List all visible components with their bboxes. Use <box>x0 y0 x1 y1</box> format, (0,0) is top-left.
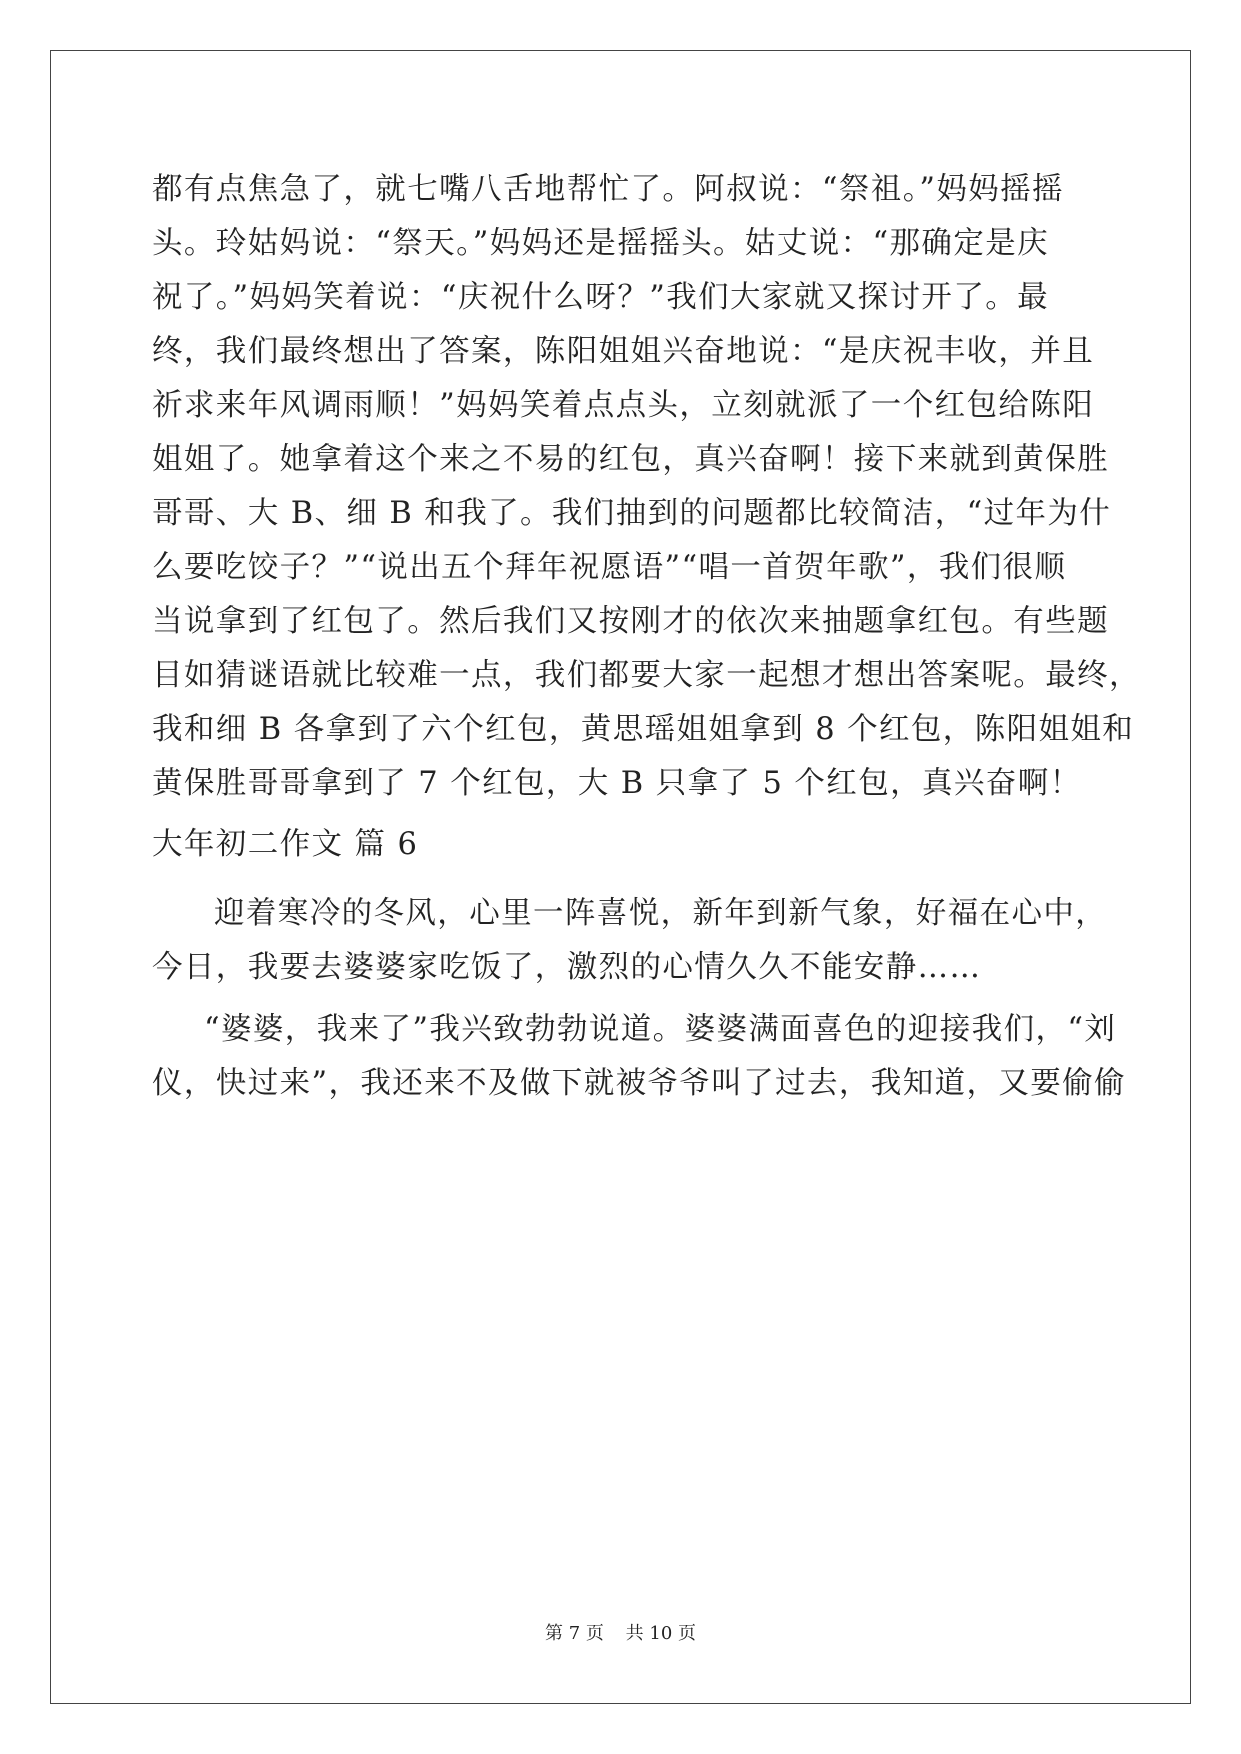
text-line: 仪，快过来”，我还来不及做下就被爷爷叫了过去，我知道，又要偷偷 <box>152 1066 1126 1101</box>
text-line: 黄保胜哥哥拿到了 7 个红包，大 B 只拿了 5 个红包，真兴奋啊！ <box>152 766 1082 801</box>
text-line: 终，我们最终想出了答案，陈阳姐姐兴奋地说：“是庆祝丰收，并且 <box>152 334 1095 369</box>
text-line: 头。玲姑妈说：“祭天。”妈妈还是摇摇头。姑丈说：“那确定是庆 <box>152 226 1050 261</box>
text-line: 祈求来年风调雨顺！”妈妈笑着点点头，立刻就派了一个红包给陈阳 <box>152 388 1095 423</box>
text-line: 当说拿到了红包了。然后我们又按刚才的依次来抽题拿红包。有些题 <box>152 604 1109 639</box>
text-line: 么要吃饺子？”“说出五个拜年祝愿语”“唱一首贺年歌”，我们很顺 <box>152 550 1067 585</box>
text-line: 今日，我要去婆婆家吃饭了，激烈的心情久久不能安静…… <box>152 950 982 985</box>
page-total: 共 10 页 <box>625 1623 696 1644</box>
text-line: 都有点焦急了，就七嘴八舌地帮忙了。阿叔说：“祭祖。”妈妈摇摇 <box>152 172 1064 207</box>
section-heading: 大年初二作文 篇 6 <box>152 827 419 862</box>
text-line: 迎着寒冷的冬风，心里一阵喜悦，新年到新气象，好福在心中， <box>214 896 1108 931</box>
page-number: 第 7 页 <box>545 1623 604 1644</box>
text-line: 目如猜谜语就比较难一点，我们都要大家一起想才想出答案呢。最终， <box>152 658 1141 693</box>
text-line: 祝了。”妈妈笑着说：“庆祝什么呀？”我们大家就又探讨开了。最 <box>152 280 1050 315</box>
page-footer <box>0 1622 1241 1646</box>
text-line: 我和细 B 各拿到了六个红包，黄思瑶姐姐拿到 8 个红包，陈阳姐姐和 <box>152 712 1135 747</box>
text-line: “婆婆，我来了”我兴致勃勃说道。婆婆满面喜色的迎接我们，“刘 <box>204 1012 1117 1047</box>
text-line: 姐姐了。她拿着这个来之不易的红包，真兴奋啊！接下来就到黄保胜 <box>152 442 1109 477</box>
text-line: 哥哥、大 B、细 B 和我了。我们抽到的问题都比较简洁，“过年为什 <box>152 496 1112 531</box>
